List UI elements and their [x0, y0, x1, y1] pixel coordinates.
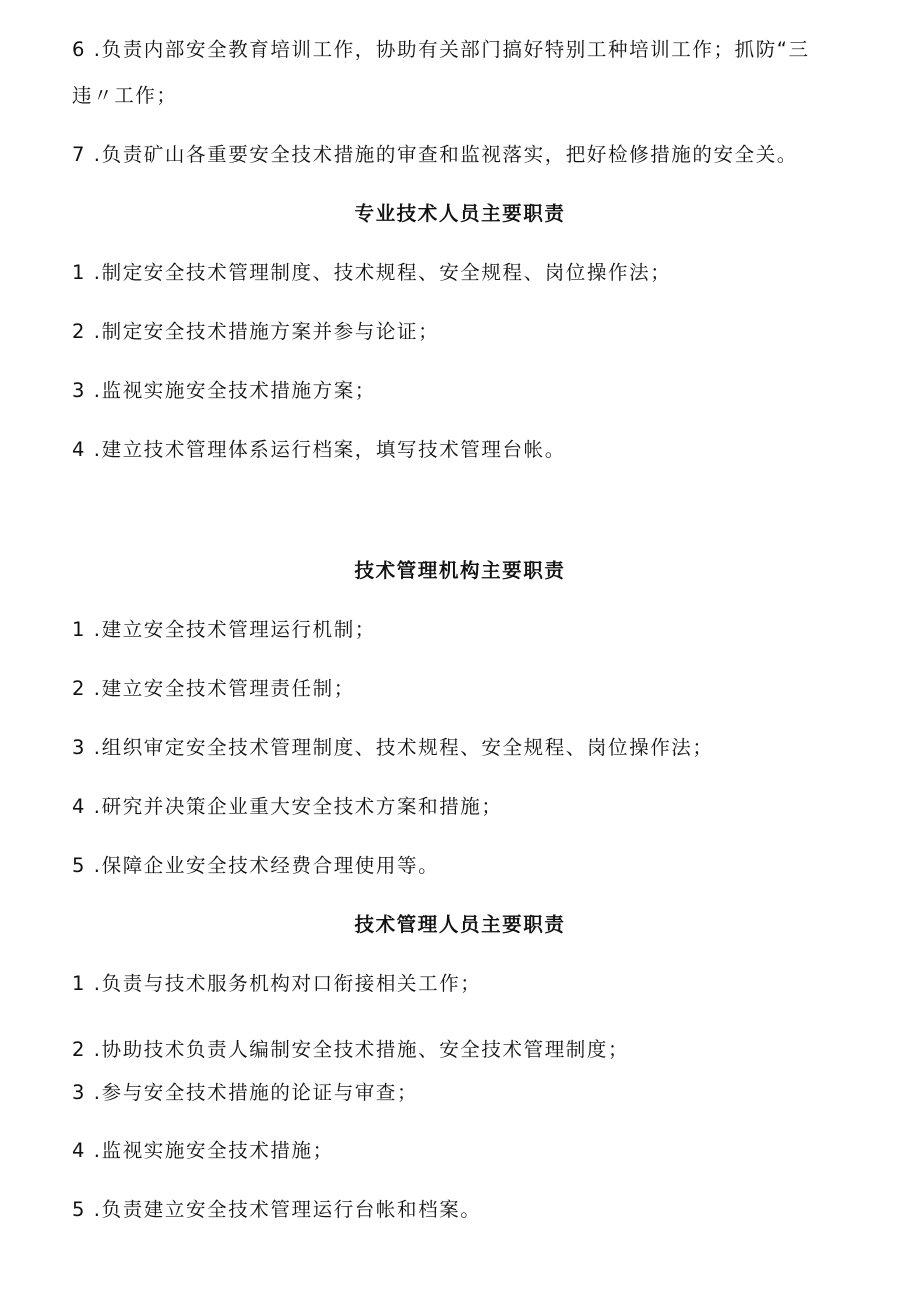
list-item: 4 .研究并决策企业重大安全技术方案和措施；: [72, 795, 503, 818]
list-item: 1 .负责与技术服务机构对口衔接相关工作；: [72, 972, 482, 995]
list-item: 2 .制定安全技术措施方案并参与论证；: [72, 320, 440, 343]
list-item: 5 .负责建立安全技术管理运行台帐和档案。: [72, 1198, 482, 1221]
section-heading: 专业技术人员主要职责: [354, 202, 566, 225]
list-item: 1 .建立安全技术管理运行机制；: [72, 618, 376, 641]
list-item: 4 .监视实施安全技术措施；: [72, 1139, 334, 1162]
list-item: 3 .组织审定安全技术管理制度、技术规程、安全规程、岗位操作法；: [72, 736, 714, 759]
list-item: 5 .保障企业安全技术经费合理使用等。: [72, 854, 440, 877]
list-item: 违〃工作；: [72, 84, 178, 107]
list-item: 6 .负责内部安全教育培训工作，协助有关部门搞好特别工种培训工作；抓防“三: [72, 38, 810, 61]
list-item: 2 .协助技术负责人编制安全技术措施、安全技术管理制度；: [72, 1038, 630, 1061]
list-item: 4 .建立技术管理体系运行档案，填写技术管理台帐。: [72, 438, 566, 461]
list-item: 2 .建立安全技术管理责任制；: [72, 677, 355, 700]
section-heading: 技术管理机构主要职责: [354, 559, 566, 582]
section-heading: 技术管理人员主要职责: [354, 913, 566, 936]
list-item: 3 .监视实施安全技术措施方案；: [72, 379, 376, 402]
list-item: 7 .负责矿山各重要安全技术措施的审查和监视落实，把好检修措施的安全关。: [72, 143, 798, 166]
list-item: 3 .参与安全技术措施的论证与审查；: [72, 1081, 419, 1104]
list-item: 1 .制定安全技术管理制度、技术规程、安全规程、岗位操作法；: [72, 261, 672, 284]
